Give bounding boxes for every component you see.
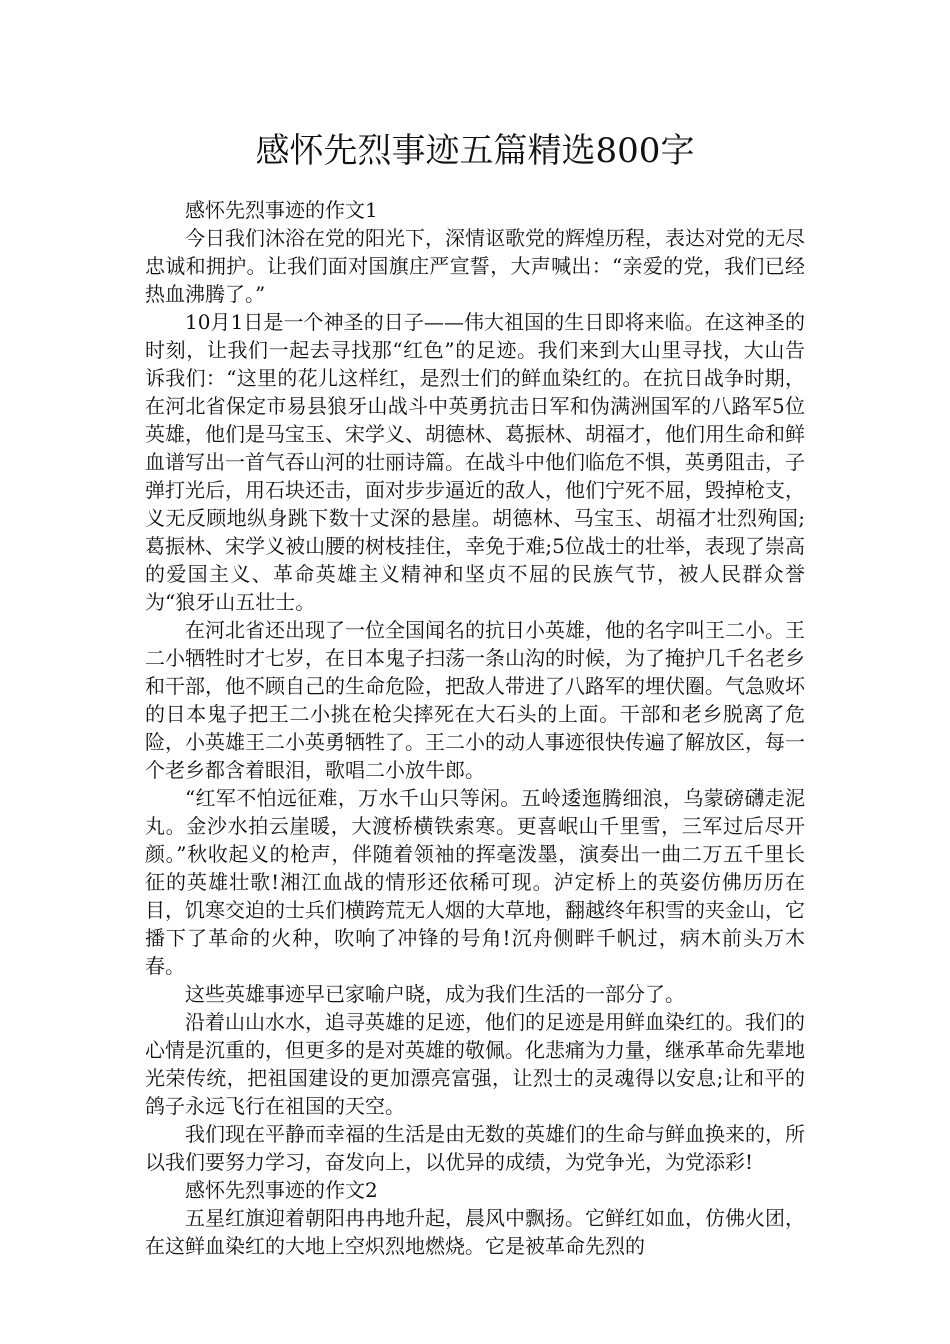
paragraph: “红军不怕远征难，万水千山只等闲。五岭逶迤腾细浪，乌蒙磅礴走泥丸。金沙水拍云崖暖，大渡桥横铁索寒。更喜岷山千里雪，三军过后尽开颜。”秋收起义的枪声，伴随着领袖的挥毫泼墨，演奏出一曲二万五千里长征的英雄壮歌!湘江血战的情形还依稀可现。泸定桥上的英姿仿佛历历在目，饥寒交迫的士兵们横跨荒无人烟的大草地，翻越终年积雪的夹金山，它播下了革命的火种，吹响了冲锋的号角!沉舟侧畔千帆过，病木前头万木春。 <box>145 786 805 978</box>
paragraph: 五星红旗迎着朝阳冉冉地升起，晨风中飘扬。它鲜红如血，仿佛火团，在这鲜血染红的大地上空炽烈地燃烧。它是被革命先烈的 <box>145 1206 805 1258</box>
paragraph: 10月1日是一个神圣的日子——伟大祖国的生日即将来临。在这神圣的时刻，让我们一起去寻找那“红色”的足迹。我们来到大山里寻找，大山告诉我们：“这里的花儿这样红，是烈士们的鲜血染红的。在抗日战争时期，在河北省保定市易县狼牙山战斗中英勇抗击日军和伪满洲国军的八路军5位英雄，他们是马宝玉、宋学义、胡德林、葛振林、胡福才，他们用生命和鲜血谱写出一首气吞山河的壮丽诗篇。在战斗中他们临危不惧，英勇阻击，子弹打光后，用石块还击，面对步步逼近的敌人，他们宁死不屈，毁掉枪支，义无反顾地纵身跳下数十丈深的悬崖。胡德林、马宝玉、胡福才壮烈殉国;葛振林、宋学义被山腰的树枝挂住，幸免于难;5位战士的壮举，表现了崇高的爱国主义、革命英雄主义精神和坚贞不屈的民族气节，被人民群众誉为“狼牙山五壮士。 <box>145 310 805 614</box>
paragraph: 今日我们沐浴在党的阳光下，深情讴歌党的辉煌历程，表达对党的无尽忠诚和拥护。让我们面对国旗庄严宣誓，大声喊出：“亲爱的党，我们已经热血沸腾了。” <box>145 226 805 306</box>
essay-heading-2: 感怀先烈事迹的作文2 <box>185 1178 378 1202</box>
paragraph: 我们现在平静而幸福的生活是由无数的英雄们的生命与鲜血换来的，所以我们要努力学习，奋发向上，以优异的成绩，为党争光，为党添彩! <box>145 1122 805 1174</box>
essay-heading-1: 感怀先烈事迹的作文1 <box>185 198 378 222</box>
document-body <box>145 196 805 1260</box>
paragraph: 沿着山山水水，追寻英雄的足迹，他们的足迹是用鲜血染红的。我们的心情是沉重的，但更多的是对英雄的敬佩。化悲痛为力量，继承革命先辈地光荣传统，把祖国建设的更加漂亮富强，让烈士的灵魂得以安息;让和平的鸽子永远飞行在祖国的天空。 <box>145 1010 805 1118</box>
paragraph: 在河北省还出现了一位全国闻名的抗日小英雄，他的名字叫王二小。王二小牺牲时才七岁，在日本鬼子扫荡一条山沟的时候，为了掩护几千名老乡和干部，他不顾自己的生命危险，把敌人带进了八路军的埋伏圈。气急败坏的日本鬼子把王二小挑在枪尖摔死在大石头的上面。干部和老乡脱离了危险，小英雄王二小英勇牺牲了。王二小的动人事迹很快传遍了解放区，每一个老乡都含着眼泪，歌唱二小放牛郎。 <box>145 618 805 782</box>
paragraph: 这些英雄事迹早已家喻户晓，成为我们生活的一部分了。 <box>185 982 685 1006</box>
document-title: 感怀先烈事迹五篇精选800字 <box>255 131 695 171</box>
